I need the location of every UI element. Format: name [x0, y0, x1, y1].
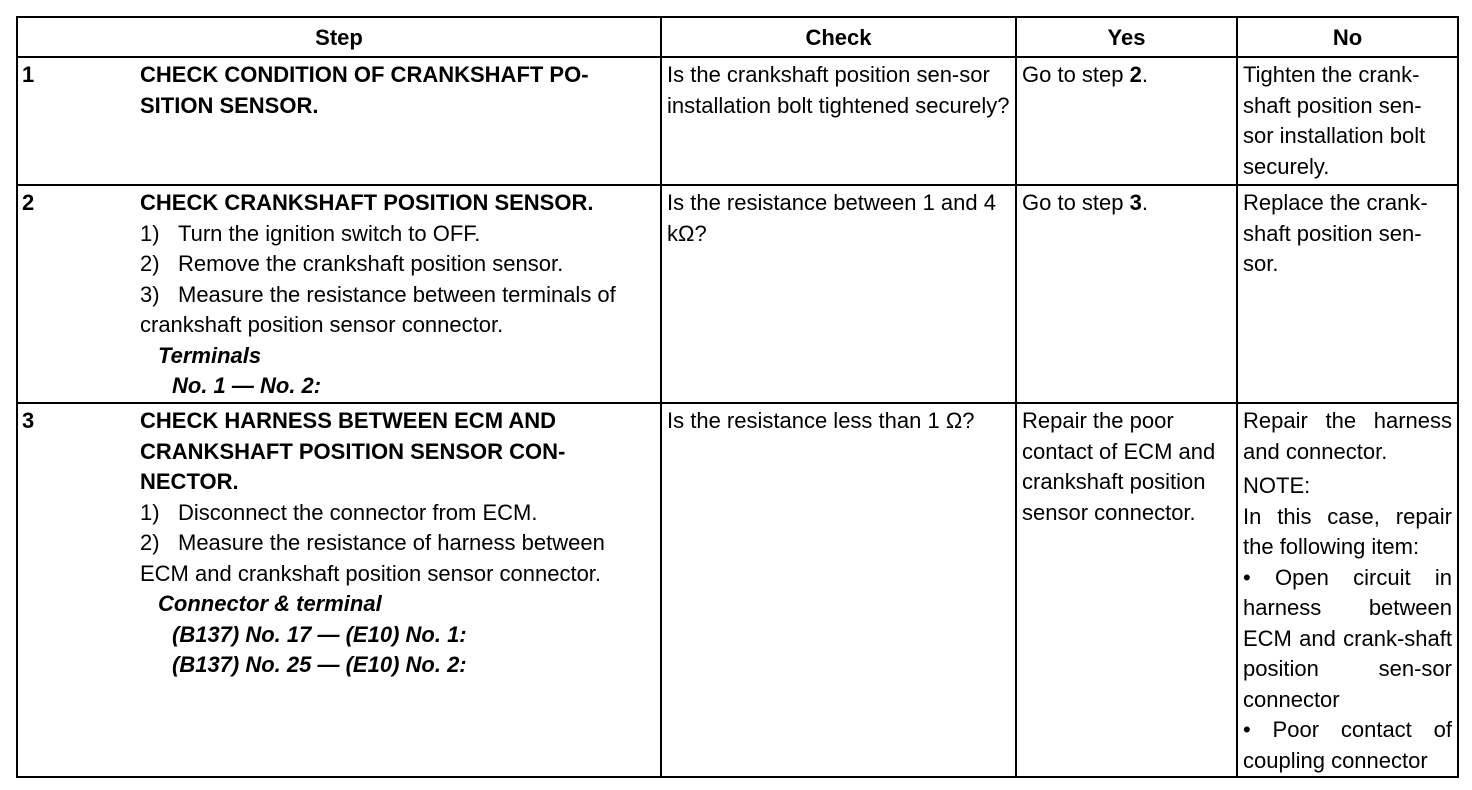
yes-step-link: 3	[1129, 190, 1142, 215]
step-cell	[17, 57, 661, 185]
step-title: CHECK HARNESS BETWEEN ECM AND CRANKSHAFT POSITION SENSOR CON-NECTOR.	[140, 408, 566, 494]
yes-step-link: 2	[1129, 62, 1142, 87]
step-title: CHECK CONDITION OF CRANKSHAFT PO-SITION SENSOR.	[140, 62, 589, 118]
yes-suffix: .	[1141, 190, 1148, 215]
spec-line: (B137) No. 17 — (E10) No. 1:	[172, 621, 467, 647]
spec-heading: Connector & terminal	[158, 591, 382, 616]
no-cell: Replace the crank-shaft position sen-sor.	[1237, 185, 1458, 403]
table-row	[17, 403, 1458, 777]
yes-cell: Repair the poor contact of ECM and crankshaft position sensor connector.	[1016, 403, 1237, 777]
spec-heading: Terminals	[158, 342, 262, 368]
table-row	[17, 185, 1458, 403]
step-cell	[17, 403, 661, 777]
header-step: Step	[17, 17, 661, 57]
note-label: NOTE:	[1243, 473, 1311, 498]
substep: 1) Turn the ignition switch to OFF.	[140, 220, 481, 246]
header-row	[17, 17, 1458, 57]
substep: 2) Measure the resistance of harness between ECM and crankshaft position sensor connector.	[140, 530, 605, 586]
note-text: In this case, repair the following item:	[1243, 503, 1452, 559]
yes-suffix: .	[1141, 62, 1148, 87]
diagnostic-table	[16, 16, 1459, 778]
header-no: No	[1237, 17, 1458, 57]
yes-cell	[1016, 57, 1237, 185]
header-check: Check	[661, 17, 1016, 57]
no-cell: Tighten the crank-shaft position sen-sor installation bolt securely.	[1237, 57, 1458, 185]
check-cell: Is the resistance between 1 and 4 kΩ?	[661, 185, 1016, 403]
header-yes: Yes	[1016, 17, 1237, 57]
step-number: 2	[22, 190, 35, 215]
substep: 2) Remove the crankshaft position sensor.	[140, 251, 564, 276]
check-cell: Is the crankshaft position sen-sor installation bolt tightened securely?	[661, 57, 1016, 185]
substep: 3) Measure the resistance between terminals of crankshaft position sensor connector.	[140, 281, 616, 337]
spec-line: (B137) No. 25 — (E10) No. 2:	[172, 652, 467, 677]
step-title: CHECK CRANKSHAFT POSITION SENSOR.	[140, 190, 594, 215]
step-number: 1	[22, 62, 35, 87]
note-bullet: • Poor contact of coupling connector	[1243, 717, 1452, 773]
yes-prefix: Go to step	[1022, 62, 1130, 87]
no-main-text: Repair the harness and connector.	[1243, 408, 1452, 464]
step-number: 3	[22, 408, 35, 433]
step-cell	[17, 185, 661, 403]
check-cell: Is the resistance less than 1 Ω?	[661, 403, 1016, 777]
no-cell	[1237, 403, 1458, 777]
table-row	[17, 57, 1458, 185]
yes-prefix: Go to step	[1022, 190, 1130, 215]
spec-line: No. 1 — No. 2:	[172, 373, 322, 398]
substep: 1) Disconnect the connector from ECM.	[140, 499, 538, 525]
note-bullet: • Open circuit in harness between ECM and crank-shaft position sen-sor connector	[1243, 564, 1452, 712]
yes-cell	[1016, 185, 1237, 403]
